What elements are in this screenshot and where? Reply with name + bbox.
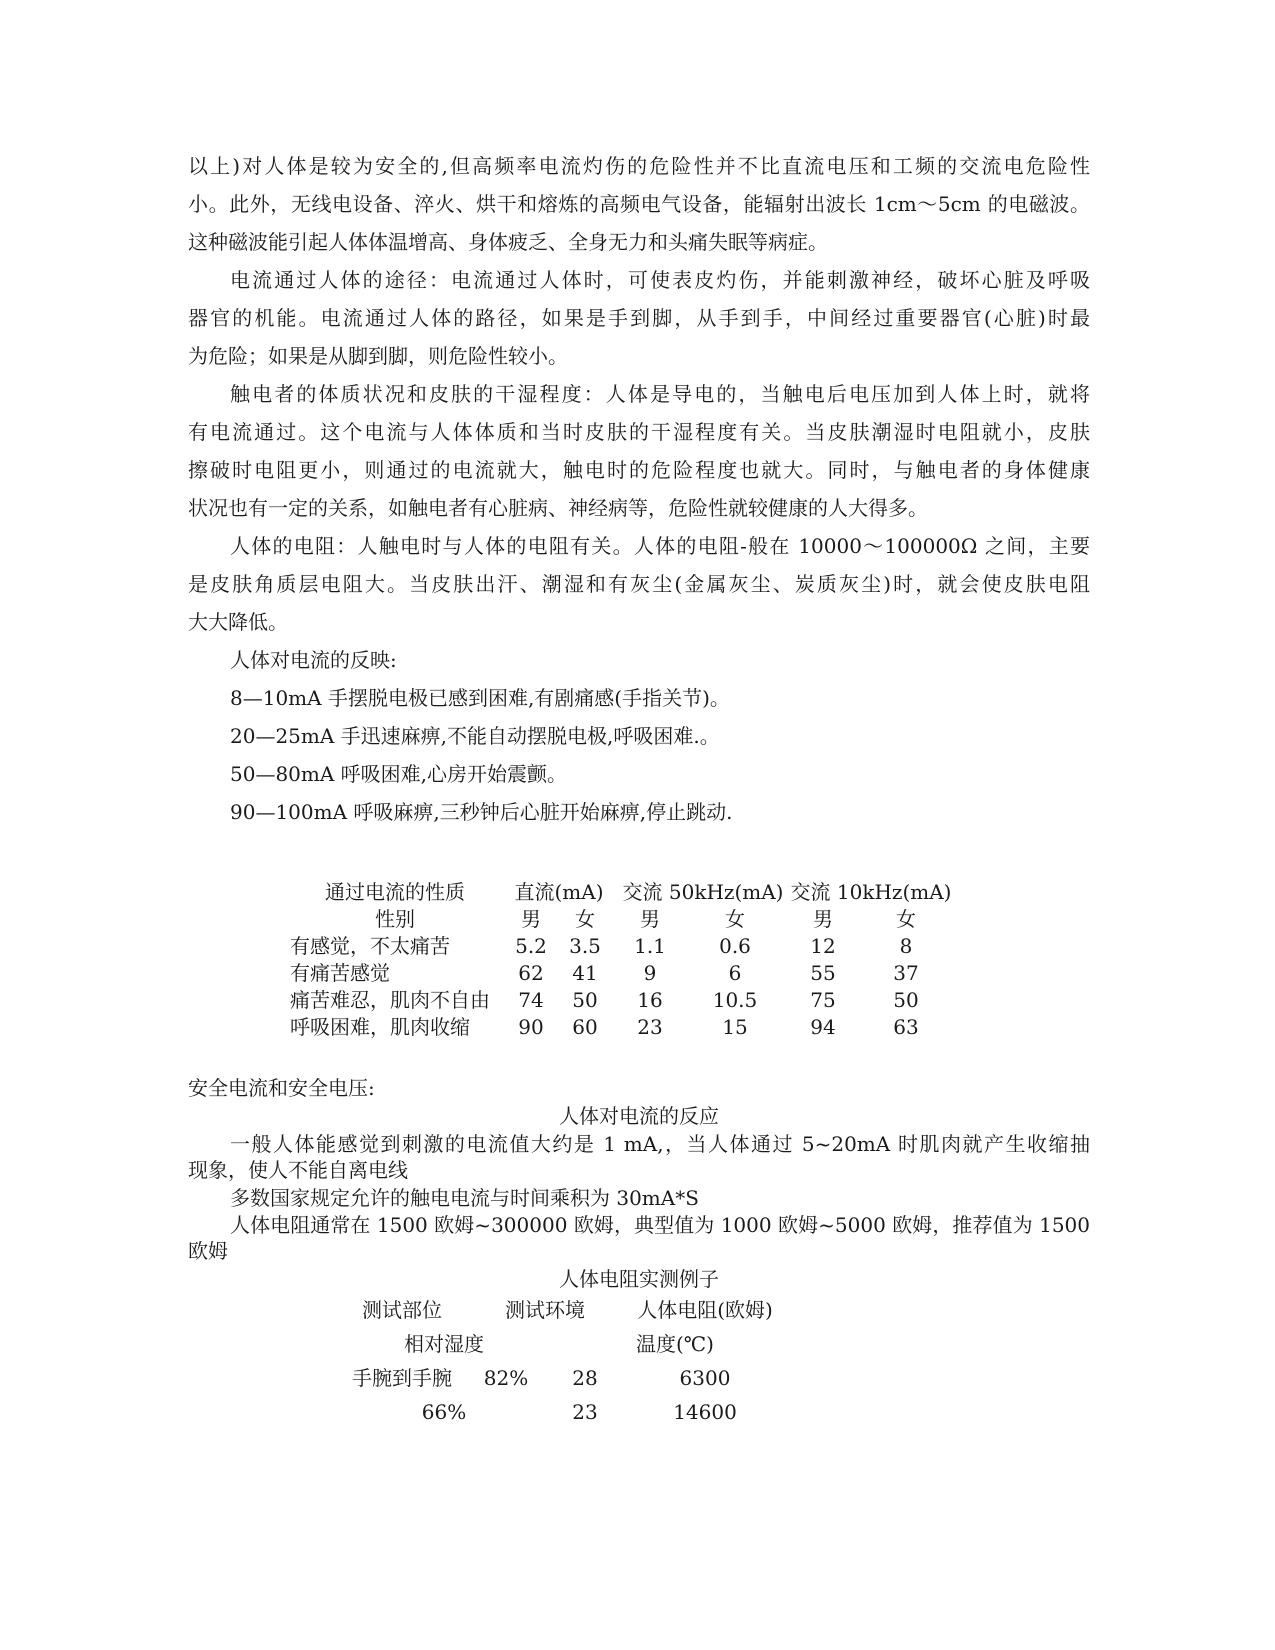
table-cell: 90 (518, 1015, 544, 1039)
table-header: 男 (640, 907, 660, 931)
table-cell: 有感觉，不太痛苦 (290, 934, 450, 958)
table-header: 相对湿度 (404, 1332, 484, 1356)
paragraph-line: 为危险；如果是从脚到脚，则危险性较小。 (188, 344, 568, 368)
paragraph-line: 50—80mA 呼吸困难,心房开始震颤。 (230, 762, 568, 786)
table-cell: 6300 (679, 1366, 731, 1390)
table-cell: 呼吸困难，肌肉收缩 (290, 1015, 470, 1039)
section-heading: 安全电流和安全电压: (188, 1076, 375, 1100)
paragraph-line: 人体电阻通常在 1500 欧姆~300000 欧姆，典型值为 1000 欧姆~5000 欧姆，推荐值为 1500 (230, 1213, 1090, 1237)
table-cell: 1.1 (634, 934, 666, 958)
table-cell: 3.5 (569, 934, 601, 958)
table-header: 人体电阻(欧姆) (637, 1298, 773, 1322)
paragraph-line: 8—10mA 手摆脱电极已感到困难,有剧痛感(手指关节)。 (230, 686, 730, 710)
table-cell: 8 (899, 934, 913, 958)
table-header: 男 (813, 907, 833, 931)
table-cell: 6 (728, 961, 742, 985)
paragraph-line: 人体对电流的反映: (230, 648, 397, 672)
table-caption: 人体电阻实测例子 (559, 1267, 719, 1291)
table-cell: 5.2 (515, 934, 547, 958)
table-cell: 55 (810, 961, 836, 985)
table-header: 女 (896, 907, 916, 931)
table-cell: 28 (572, 1366, 598, 1390)
table-cell: 0.6 (719, 934, 751, 958)
table-cell: 60 (572, 1015, 598, 1039)
table-cell: 痛苦难忍，肌肉不自由 (290, 988, 490, 1012)
table-header: 测试部位 (362, 1298, 442, 1322)
table-header: 测试环境 (505, 1298, 585, 1322)
table-cell: 66% (421, 1400, 467, 1424)
paragraph-line: 20—25mA 手迅速麻痹,不能自动摆脱电极,呼吸困难.。 (230, 724, 720, 748)
table-header: 通过电流的性质 (325, 880, 465, 904)
paragraph-line: 电流通过人体的途径：电流通过人体时，可使表皮灼伤，并能刺激神经，破坏心脏及呼吸 (230, 268, 1090, 292)
table-cell: 82% (483, 1366, 529, 1390)
table-cell: 23 (637, 1015, 663, 1039)
table-cell: 62 (518, 961, 544, 985)
table-cell: 37 (893, 961, 919, 985)
paragraph-line: 90—100mA 呼吸麻痹,三秒钟后心脏开始麻痹,停止跳动. (230, 800, 733, 824)
table-header: 性别 (375, 907, 415, 931)
paragraph-line: 状况也有一定的关系，如触电者有心脏病、神经病等，危险性就较健康的人大得多。 (188, 496, 928, 520)
table-header: 温度(℃) (636, 1332, 714, 1356)
table-cell: 14600 (673, 1400, 737, 1424)
table-cell: 74 (518, 988, 544, 1012)
paragraph-line: 擦破时电阻更小，则通过的电流就大，触电时的危险程度也就大。同时，与触电者的身体健康 (188, 458, 1090, 482)
table-cell: 63 (893, 1015, 919, 1039)
table-header: 男 (521, 907, 541, 931)
table-cell: 9 (643, 961, 657, 985)
table-header: 女 (575, 907, 595, 931)
paragraph-line: 这种磁波能引起人体体温增高、身体疲乏、全身无力和头痛失眠等病症。 (188, 230, 828, 254)
table-cell: 12 (810, 934, 836, 958)
table-cell: 有痛苦感觉 (290, 961, 390, 985)
table-cell: 75 (810, 988, 836, 1012)
table-caption: 人体对电流的反应 (559, 1104, 719, 1128)
table-cell: 16 (637, 988, 663, 1012)
table-cell: 94 (810, 1015, 836, 1039)
paragraph-line: 一般人体能感觉到刺激的电流值大约是 1 mA,，当人体通过 5~20mA 时肌肉就产生收缩抽 (230, 1132, 1090, 1156)
paragraph-line: 是皮肤角质层电阻大。当皮肤出汗、潮湿和有灰尘(金属灰尘、炭质灰尘)时，就会使皮肤电阻 (188, 572, 1090, 596)
paragraph-line: 大大降低。 (188, 610, 288, 634)
table-cell: 10.5 (712, 988, 758, 1012)
table-cell: 23 (572, 1400, 598, 1424)
table-cell: 手腕到手腕 (352, 1366, 452, 1390)
paragraph-line: 器官的机能。电流通过人体的路径，如果是手到脚，从手到手，中间经过重要器官(心脏)时最 (188, 306, 1090, 330)
table-header: 女 (725, 907, 745, 931)
paragraph-line: 现象，使人不能自离电线 (188, 1158, 408, 1182)
paragraph-line: 小。此外，无线电设备、淬火、烘干和熔炼的高频电气设备，能辐射出波长 1cm～5cm 的电磁波。 (188, 192, 1090, 216)
table-cell: 15 (722, 1015, 748, 1039)
table-header: 交流 10kHz(mA) (790, 880, 952, 904)
table-cell: 50 (572, 988, 598, 1012)
table-cell: 50 (893, 988, 919, 1012)
paragraph-line: 多数国家规定允许的触电电流与时间乘积为 30mA*S (230, 1186, 699, 1210)
paragraph-line: 欧姆 (188, 1239, 228, 1263)
paragraph-line: 以上)对人体是较为安全的,但高频率电流灼伤的危险性并不比直流电压和工频的交流电危险性 (188, 154, 1090, 178)
paragraph-line: 触电者的体质状况和皮肤的干湿程度：人体是导电的，当触电后电压加到人体上时，就将 (230, 382, 1090, 406)
table-header: 交流 50kHz(mA) (622, 880, 784, 904)
paragraph-line: 有电流通过。这个电流与人体体质和当时皮肤的干湿程度有关。当皮肤潮湿时电阻就小，皮肤 (188, 420, 1090, 444)
paragraph-line: 人体的电阻：人触电时与人体的电阻有关。人体的电阻-般在 10000～100000Ω 之间，主要 (230, 534, 1090, 558)
table-header: 直流(mA) (514, 880, 604, 904)
table-cell: 41 (572, 961, 598, 985)
